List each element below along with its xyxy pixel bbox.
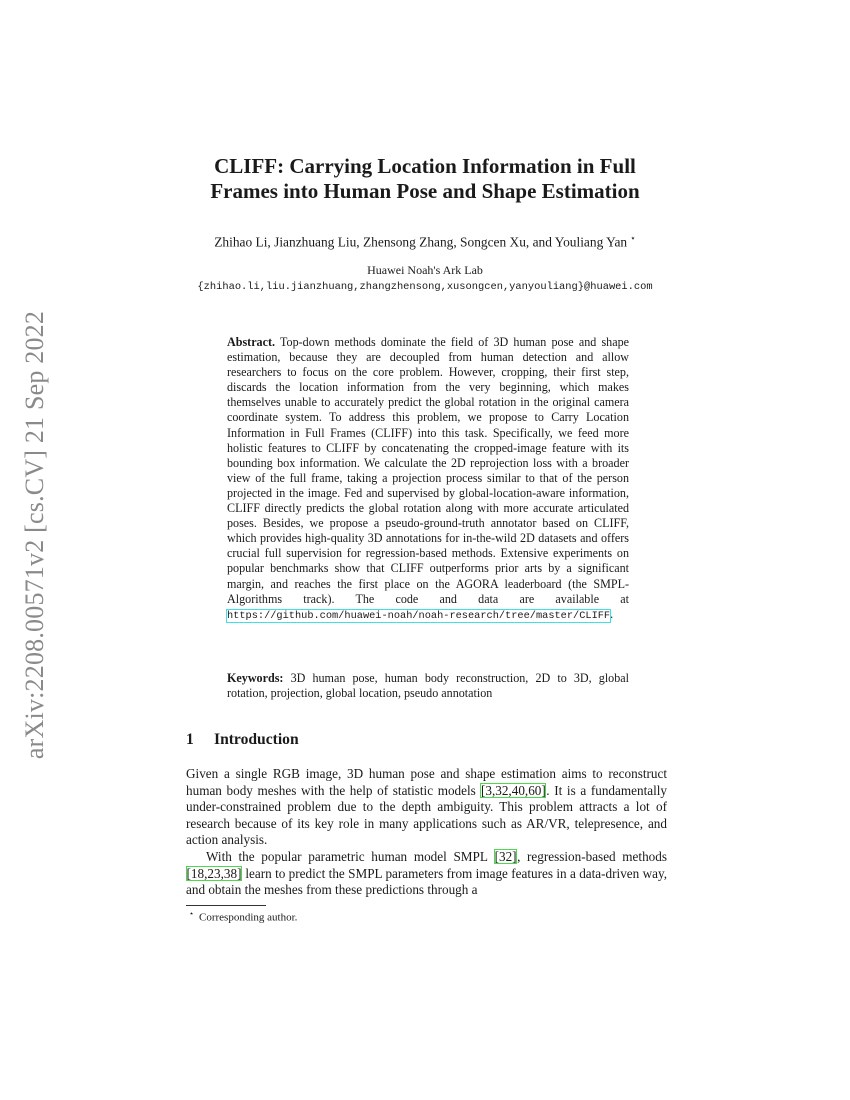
cite-38[interactable]: 38 bbox=[223, 865, 238, 881]
author-footnote-mark[interactable]: ⋆ bbox=[630, 233, 636, 243]
cite-60[interactable]: 60 bbox=[528, 782, 542, 798]
citation-group-2[interactable]: [18,23,38] bbox=[186, 865, 242, 881]
title-line-2: Frames into Human Pose and Shape Estimation bbox=[210, 179, 640, 203]
arxiv-stamp bbox=[20, 290, 49, 780]
keywords-label: Keywords: bbox=[227, 671, 284, 685]
footnote-mark: ⋆ bbox=[189, 909, 195, 918]
author-emails: {zhihao.li,liu.jianzhuang,zhangzhensong,xusongcen,yanyouliang}@huawei.com bbox=[197, 281, 653, 293]
footnote-text: Corresponding author. bbox=[199, 911, 298, 924]
para1-text-before: Given a single RGB image, 3D human pose and shape estimation aims to reconstruct human body meshes with the help of statistic models bbox=[186, 766, 667, 798]
cite-close: ] bbox=[541, 782, 546, 798]
code-url-link[interactable]: https://github.com/huawei-noah/noah-research/tree/master/CLIFF bbox=[227, 609, 611, 622]
cite-open: [ bbox=[186, 865, 191, 881]
citation-group-1[interactable]: [3,32,40,60] bbox=[480, 782, 546, 798]
section-title: Introduction bbox=[214, 731, 299, 748]
abstract bbox=[227, 335, 629, 624]
intro-paragraph-1 bbox=[186, 766, 667, 849]
cite-close: ] bbox=[237, 865, 242, 881]
paper-title bbox=[150, 154, 700, 204]
keywords bbox=[227, 671, 629, 701]
abstract-label: Abstract. bbox=[227, 335, 276, 349]
abstract-end: . bbox=[610, 606, 614, 621]
cite-18[interactable]: 18 bbox=[190, 865, 205, 881]
affiliation: Huawei Noah's Ark Lab bbox=[367, 263, 483, 277]
intro-body bbox=[186, 766, 667, 899]
arxiv-stamp-text: arXiv:2208.00571v2 [cs.CV] 21 Sep 2022 bbox=[20, 310, 49, 760]
keywords-text: 3D human pose, human body reconstruction, 2D to 3D, global rotation, projection, global location, pseudo annotation bbox=[227, 671, 630, 701]
authors-text: Zhihao Li, Jianzhuang Liu, Zhensong Zhang, Songcen Xu, and Youliang Yan bbox=[214, 234, 628, 250]
para2-text-2: , regression-based methods bbox=[517, 848, 667, 864]
cite-32[interactable]: 32 bbox=[495, 782, 509, 798]
title-line-1: CLIFF: Carrying Location Information in Full bbox=[214, 154, 636, 178]
citation-smpl[interactable]: [32] bbox=[494, 848, 517, 864]
footnote-rule bbox=[186, 905, 266, 906]
section-number: 1 bbox=[186, 731, 194, 748]
para2-text-1: With the popular parametric human model SMPL bbox=[206, 848, 488, 864]
section-heading bbox=[186, 731, 299, 749]
cite-23[interactable]: 23 bbox=[207, 865, 221, 881]
cite-3[interactable]: 3 bbox=[485, 782, 492, 798]
footnote bbox=[186, 909, 297, 924]
para1-text-after: . It is a fundamentally under-constrained problem due to the depth ambiguity. This problem attracts a lot of research because of its key role in many applications such as AR/VR, telepresence, and action analysis. bbox=[186, 782, 668, 848]
author-list bbox=[150, 233, 700, 250]
cite-40[interactable]: 40 bbox=[511, 782, 525, 798]
para2-text-3: learn to predict the SMPL parameters from image features in a data-driven way, and obtain the meshes from these predictions through a bbox=[186, 865, 668, 898]
intro-paragraph-2 bbox=[186, 849, 667, 899]
abstract-text: Top-down methods dominate the field of 3D human pose and shape estimation, because they are decoupled from human detection and allow researchers to focus on the core problem. However, cropping, their first step, discards the location information from the very beginning, which makes themselves unable to accurately predict the global rotation in the original camera coordinate system. To address this problem, we propose to Carry Location Information in Full Frames (CLIFF) into this task. Specifically, we feed more holistic features to CLIFF by concatenating the cropped-image feature with its bounding box information. We calculate the 2D reprojection loss with a broader view of the full frame, taking a projection process similar to that of the person projected in the image. Fed and supervised by global-location-aware information, CLIFF directly predicts the global rotation along with more accurate articulated poses. Besides, we propose a pseudo-ground-truth annotator based on CLIFF, which provides high-quality 3D annotations for in-the-wild 2D datasets and offers crucial full supervision for regression-based methods. Extensive experiments on popular benchmarks show that CLIFF outperforms prior arts by a significant margin, and reaches the first place on the AGORA leaderboard (the SMPL-Algorithms track). The code and data are available at bbox=[227, 335, 629, 606]
cite-open: [ bbox=[480, 782, 486, 798]
